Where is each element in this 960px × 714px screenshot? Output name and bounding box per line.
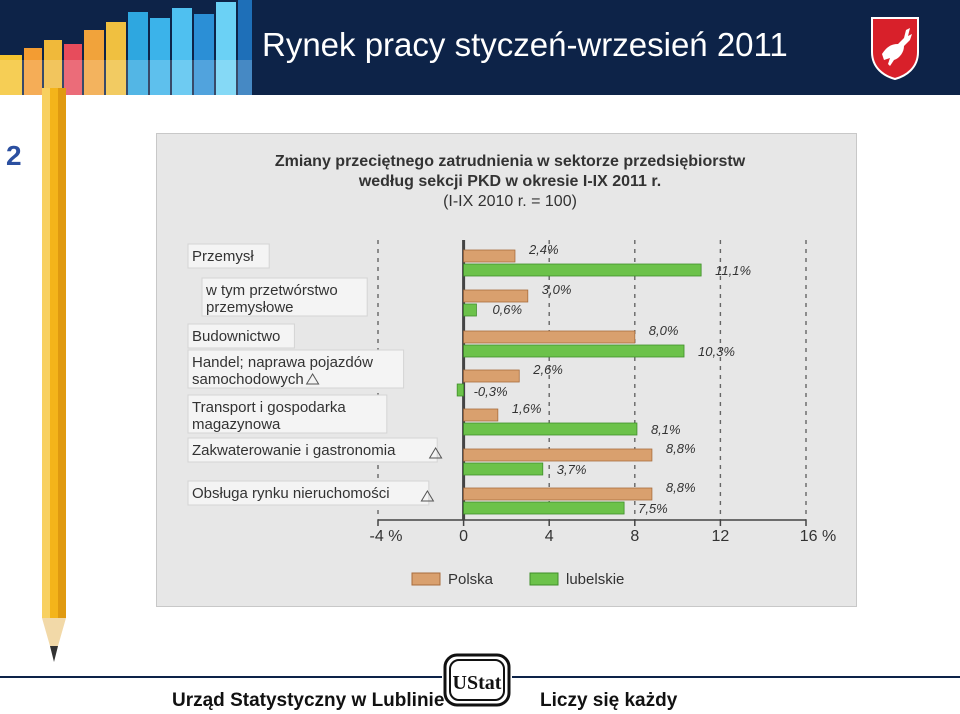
lubelskie-bar bbox=[464, 502, 624, 514]
category-label: Transport i gospodarka bbox=[192, 399, 346, 416]
chart-title-line-1: Zmiany przeciętnego zatrudnienia w sektorze przedsiębiorstw bbox=[274, 153, 746, 170]
lubelskie-bar bbox=[457, 384, 463, 396]
category-label: w tym przetwórstwo bbox=[206, 282, 338, 299]
data-label: 2,6% bbox=[533, 362, 563, 377]
lubelskie-bar bbox=[464, 345, 684, 357]
category-label: przemysłowe bbox=[206, 299, 294, 316]
data-label: 8,8% bbox=[665, 480, 696, 495]
svg-text:UStat: UStat bbox=[452, 672, 502, 694]
legend-swatch-polska bbox=[412, 573, 440, 585]
chart-title-line-2: według sekcji PKD w okresie I-IX 2011 r. bbox=[358, 173, 662, 190]
x-tick-label: 4 bbox=[544, 528, 554, 545]
ustat-logo-icon bbox=[442, 652, 512, 708]
category-label: Handel; naprawa pojazdów bbox=[192, 354, 373, 371]
data-label: 8,0% bbox=[648, 323, 679, 338]
polska-bar bbox=[464, 488, 652, 500]
x-tick-label: 16 % bbox=[799, 528, 837, 545]
lubelskie-bar bbox=[464, 463, 543, 475]
polska-bar bbox=[464, 290, 528, 302]
x-tick-label: 0 bbox=[459, 528, 469, 545]
page-title: Rynek pracy styczeń-wrzesień 2011 bbox=[262, 26, 788, 63]
legend bbox=[412, 571, 624, 588]
data-label: 8,8% bbox=[665, 441, 696, 456]
polska-bar bbox=[464, 409, 498, 421]
data-label: 0,6% bbox=[492, 302, 523, 317]
category-label: Przemysł bbox=[192, 248, 254, 265]
grid-lines bbox=[378, 240, 806, 520]
category-labels bbox=[188, 244, 442, 505]
x-axis bbox=[370, 520, 837, 545]
polska-bar bbox=[464, 449, 652, 461]
data-label: 10,3% bbox=[698, 344, 735, 359]
category-label: Obsługa rynku nieruchomości bbox=[192, 485, 390, 502]
slide-number: 2 bbox=[6, 140, 22, 171]
footer-institution: Urząd Statystyczny w Lublinie bbox=[172, 690, 445, 711]
category-label: Budownictwo bbox=[192, 328, 281, 345]
data-label: 2,4% bbox=[528, 242, 559, 257]
x-tick-label: 12 bbox=[711, 528, 730, 545]
legend-label-polska: Polska bbox=[448, 571, 494, 588]
x-tick-label: 8 bbox=[630, 528, 640, 545]
data-label: 1,6% bbox=[511, 401, 542, 416]
legend-label-lubelskie: lubelskie bbox=[566, 571, 625, 588]
bars bbox=[457, 242, 751, 516]
data-label: 7,5% bbox=[638, 501, 668, 516]
category-label: Zakwaterowanie i gastronomia bbox=[192, 442, 396, 459]
polska-bar bbox=[464, 331, 635, 343]
polska-bar bbox=[464, 250, 515, 262]
data-label: -0,3% bbox=[473, 384, 508, 399]
legend-swatch-lubelskie bbox=[530, 573, 558, 585]
footer-slogan: Liczy się każdy bbox=[540, 690, 678, 711]
lubelskie-bar bbox=[464, 264, 702, 276]
lubelskie-bar bbox=[464, 423, 637, 435]
category-label: samochodowych bbox=[192, 371, 304, 388]
x-tick-label: -4 % bbox=[369, 528, 403, 545]
lubelskie-bar bbox=[464, 304, 477, 316]
chart-title-line-3: (I-IX 2010 r. = 100) bbox=[443, 193, 577, 210]
data-label: 3,0% bbox=[541, 282, 572, 297]
category-label: magazynowa bbox=[192, 416, 281, 433]
data-label: 3,7% bbox=[556, 462, 587, 477]
data-label: 11,1% bbox=[715, 263, 752, 278]
polska-bar bbox=[464, 370, 520, 382]
data-label: 8,1% bbox=[650, 422, 681, 437]
